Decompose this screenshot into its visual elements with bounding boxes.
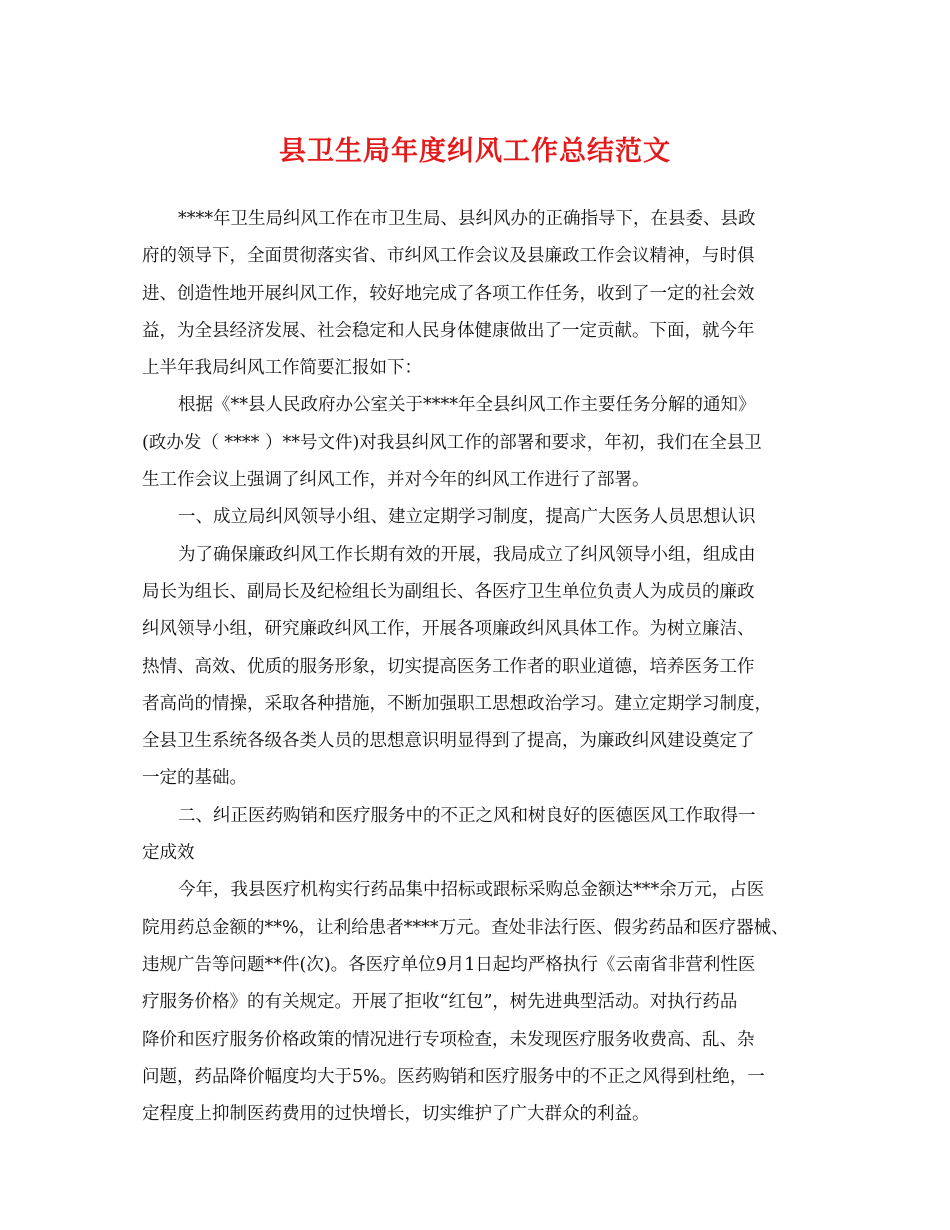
text-line: 二、纠正医药购销和医疗服务中的不正之风和树良好的医德医风工作取得一 — [178, 805, 756, 826]
text-line: 问题，药品降价幅度均大于5%。医药购销和医疗服务中的不正之风得到杜绝，一 — [142, 1066, 765, 1087]
text-line: 生工作会议上强调了纠风工作，并对今年的纠风工作进行了部署。 — [142, 470, 650, 491]
text-line: 进、创造性地开展纠风工作，较好地完成了各项工作任务，收到了一定的社会效 — [142, 283, 755, 304]
text-line: 一定的基础。 — [142, 768, 247, 789]
paragraph — [142, 201, 810, 387]
text-line: 者高尚的情操，采取各种措施，不断加强职工思想政治学习。建立定期学习制度， — [142, 693, 772, 714]
text-line: 降价和医疗服务价格政策的情况进行专项检查，未发现医疗服务收费高、乱、杂 — [142, 1029, 755, 1050]
text-line: 定程度上抑制医药费用的过快增长，切实维护了广大群众的利益。 — [142, 1104, 650, 1125]
text-line: 热情、高效、优质的服务形象，切实提高医务工作者的职业道德，培养医务工作 — [142, 656, 755, 677]
text-line: 定成效 — [142, 843, 195, 864]
text-line: 局长为组长、副局长及纪检组长为副组长、各医疗卫生单位负责人为成员的廉政 — [142, 581, 755, 602]
text-line: 为了确保廉政纠风工作长期有效的开展，我局成立了纠风领导小组，组成由 — [178, 544, 756, 565]
document-body — [142, 201, 810, 1133]
text-line: ****年卫生局纠风工作在市卫生局、县纠风办的正确指导下，在县委、县政 — [178, 209, 756, 229]
text-line: 院用药总金额的**%，让利给患者****万元。查处非法行医、假劣药品和医疗器械、 — [142, 917, 789, 938]
text-line: 上半年我局纠风工作简要汇报如下： — [142, 358, 422, 379]
text-line: 全县卫生系统各级各类人员的思想意识明显得到了提高，为廉政纠风建设奠定了 — [142, 731, 755, 752]
text-line: 今年，我县医疗机构实行药品集中招标或跟标采购总金额达***余万元，占医 — [178, 880, 765, 901]
paragraph — [142, 387, 810, 499]
text-line: 违规广告等问题**件(次)。各医疗单位9月1日起均严格执行《云南省非营利性医 — [142, 954, 756, 975]
text-line: 一、成立局纠风领导小组、建立定期学习制度，提高广大医务人员思想认识 — [178, 507, 756, 528]
text-line: 根据《**县人民政府办公室关于****年全县纠风工作主要任务分解的通知》 — [178, 395, 756, 416]
paragraph — [142, 499, 810, 536]
text-line: 疗服务价格》的有关规定。开展了拒收“红包”，树先进典型活动。对执行药品 — [142, 992, 738, 1013]
paragraph — [142, 872, 810, 1133]
text-line: 纠风领导小组，研究廉政纠风工作，开展各项廉政纠风具体工作。为树立廉洁、 — [142, 619, 755, 640]
text-line: 府的领导下，全面贯彻落实省、市纠风工作会议及县廉政工作会议精神，与时俱 — [142, 246, 755, 267]
paragraph — [142, 798, 810, 873]
document-title: 县卫生局年度纠风工作总结范文 — [279, 136, 671, 167]
text-line: 益，为全县经济发展、社会稳定和人民身体健康做出了一定贡献。下面，就今年 — [142, 320, 755, 341]
text-line: (政办发（ **** ）**号文件)对我县纠风工作的部署和要求，年初，我们在全县卫 — [142, 432, 762, 453]
paragraph — [142, 537, 810, 798]
